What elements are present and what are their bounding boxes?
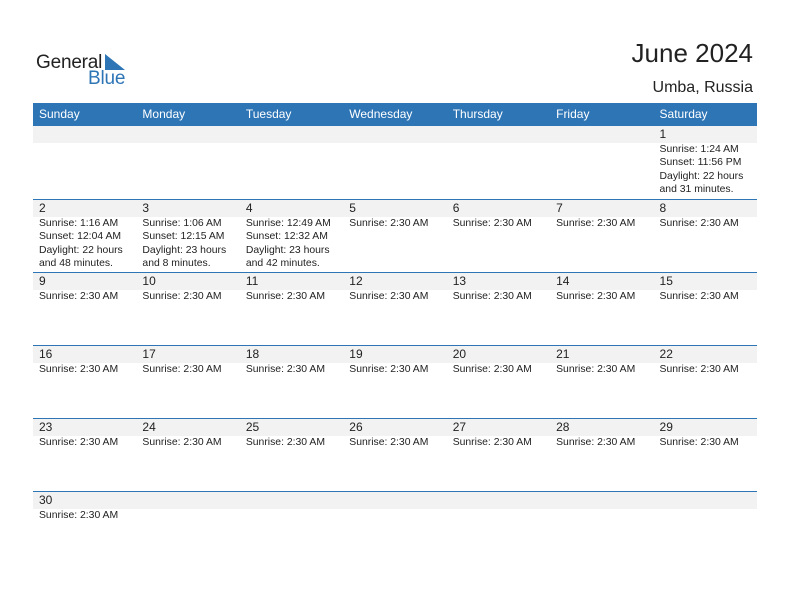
day-info-line: Sunset: 12:32 AM [245, 231, 328, 243]
day-info-line: Sunrise: 2:30 AM [556, 437, 636, 448]
week-row [33, 418, 757, 491]
day-cell [654, 126, 757, 199]
day-number: 11 [245, 274, 259, 288]
day-number: 2 [39, 201, 46, 215]
day-info-line: and 31 minutes. [659, 184, 734, 196]
day-cell [240, 492, 343, 564]
day-cell [654, 200, 757, 272]
day-number: 15 [659, 274, 673, 288]
day-info-line: and 42 minutes. [245, 258, 320, 270]
day-number: 24 [142, 420, 156, 434]
day-info-line: and 48 minutes. [39, 258, 113, 270]
day-number: 25 [245, 420, 260, 434]
day-number: 28 [556, 420, 570, 434]
weeks-container [33, 126, 757, 564]
day-number: 3 [142, 201, 150, 215]
week-cells [33, 346, 757, 418]
weekday-tuesday: Tuesday [245, 107, 292, 121]
logo-blue-text: Blue [88, 68, 126, 89]
day-cell [33, 492, 136, 564]
day-info-line: Daylight: 22 hours [39, 244, 123, 256]
day-info-line: Sunrise: 2:30 AM [39, 510, 119, 521]
day-number: 22 [659, 347, 673, 361]
day-cell [33, 419, 136, 491]
day-number: 26 [349, 420, 363, 434]
day-info-line: Sunrise: 2:30 AM [349, 437, 429, 448]
day-info-line: Sunrise: 1:06 AM [142, 218, 222, 229]
day-cell [33, 346, 136, 418]
day-cell [550, 492, 653, 564]
day-info-line: Sunrise: 2:30 AM [452, 437, 532, 448]
day-cell [136, 419, 239, 491]
day-cell [136, 126, 239, 199]
weekday-header [33, 103, 757, 126]
calendar-grid [33, 103, 757, 564]
day-cell [136, 200, 239, 272]
day-cell [654, 346, 757, 418]
day-number: 16 [39, 347, 53, 361]
day-cell [447, 200, 550, 272]
day-info-line: Sunrise: 2:30 AM [556, 218, 636, 229]
day-number: 19 [349, 347, 363, 361]
week-cells [33, 200, 757, 272]
day-cell [550, 126, 653, 199]
day-info-line: Sunrise: 2:30 AM [659, 291, 739, 302]
day-info-line: Sunset: 11:56 PM [659, 157, 742, 169]
day-info-line: Daylight: 22 hours [659, 170, 744, 182]
day-cell [240, 273, 343, 345]
day-cell [550, 273, 653, 345]
week-cells [33, 273, 757, 345]
day-number: 8 [659, 201, 667, 215]
day-cell [136, 492, 239, 564]
day-number: 6 [452, 201, 460, 215]
day-cell [447, 346, 550, 418]
day-cell [654, 419, 757, 491]
day-cell [33, 273, 136, 345]
day-number: 21 [556, 347, 570, 361]
day-info-line: Sunrise: 2:30 AM [142, 291, 222, 302]
day-number: 20 [452, 347, 467, 361]
day-cell [136, 346, 239, 418]
week-row [33, 126, 757, 199]
day-number: 23 [39, 420, 53, 434]
day-info-line: Sunrise: 1:16 AM [39, 218, 119, 229]
week-row [33, 272, 757, 345]
week-row [33, 491, 757, 564]
day-cell [343, 492, 446, 564]
day-number: 7 [556, 201, 563, 215]
day-cell [240, 346, 343, 418]
day-info-line: Daylight: 23 hours [142, 244, 227, 256]
day-cell [343, 273, 446, 345]
day-cell [654, 273, 757, 345]
day-number: 5 [349, 201, 356, 215]
day-info-line: Sunrise: 2:30 AM [349, 364, 429, 375]
day-cell [447, 419, 550, 491]
day-cell [550, 419, 653, 491]
day-number: 30 [39, 493, 53, 507]
day-number: 4 [245, 201, 253, 215]
day-cell [447, 492, 550, 564]
week-row [33, 199, 757, 272]
week-cells [33, 126, 757, 199]
day-info-line: Sunrise: 12:49 AM [245, 218, 331, 229]
weekday-monday: Monday [142, 107, 186, 121]
week-cells [33, 419, 757, 491]
day-info-line: Sunset: 12:15 AM [142, 231, 225, 243]
day-number: 29 [659, 420, 673, 434]
weekday-saturday: Saturday [659, 107, 708, 121]
day-cell [33, 126, 136, 199]
day-number: 27 [452, 420, 467, 434]
day-info-line: Sunrise: 2:30 AM [452, 291, 532, 302]
day-info-line: Sunrise: 2:30 AM [349, 291, 429, 302]
day-cell [240, 126, 343, 199]
day-info-line: Sunrise: 2:30 AM [39, 364, 119, 375]
day-info-line: Sunrise: 2:30 AM [245, 437, 325, 448]
day-number: 9 [39, 274, 46, 288]
day-number: 17 [142, 347, 156, 361]
day-info-line: Sunrise: 2:30 AM [245, 364, 325, 375]
calendar-title: June 2024 [631, 38, 753, 68]
day-cell [240, 419, 343, 491]
day-info-line: Sunrise: 2:30 AM [556, 291, 636, 302]
day-number: 13 [452, 274, 467, 288]
weekday-wednesday: Wednesday [349, 107, 413, 121]
day-cell [136, 273, 239, 345]
day-number: 14 [556, 274, 570, 288]
day-cell [343, 200, 446, 272]
day-info-line: and 8 minutes. [142, 258, 211, 270]
day-info-line: Sunrise: 1:24 AM [659, 144, 739, 155]
day-number: 12 [349, 274, 363, 288]
day-info-line: Sunrise: 2:30 AM [452, 364, 532, 375]
day-info-line: Sunrise: 2:30 AM [39, 437, 119, 448]
day-info-line: Sunrise: 2:30 AM [659, 218, 739, 229]
weekday-sunday: Sunday [39, 107, 80, 121]
day-number: 10 [142, 274, 156, 288]
day-info-line: Sunrise: 2:30 AM [245, 291, 325, 302]
day-info-line: Sunrise: 2:30 AM [659, 437, 739, 448]
day-cell [550, 346, 653, 418]
logo [36, 50, 136, 90]
day-cell [447, 126, 550, 199]
day-cell [33, 200, 136, 272]
day-cell [447, 273, 550, 345]
day-info-line: Sunrise: 2:30 AM [349, 218, 429, 229]
day-info-line: Sunrise: 2:30 AM [142, 364, 222, 375]
day-info-line: Daylight: 23 hours [245, 244, 330, 256]
logo-general-text: General [36, 52, 103, 73]
day-cell [654, 492, 757, 564]
day-cell [550, 200, 653, 272]
day-number: 18 [245, 347, 260, 361]
day-info-line: Sunset: 12:04 AM [39, 231, 122, 243]
weekday-thursday: Thursday [452, 107, 503, 121]
day-cell [343, 346, 446, 418]
day-info-line: Sunrise: 2:30 AM [659, 364, 739, 375]
day-cell [343, 419, 446, 491]
day-info-line: Sunrise: 2:30 AM [452, 218, 532, 229]
day-info-line: Sunrise: 2:30 AM [556, 364, 636, 375]
calendar-location: Umba, Russia [652, 79, 753, 96]
day-cell [240, 200, 343, 272]
day-number: 1 [659, 127, 667, 141]
day-info-line: Sunrise: 2:30 AM [142, 437, 222, 448]
week-row [33, 345, 757, 418]
day-cell [343, 126, 446, 199]
day-info-line: Sunrise: 2:30 AM [39, 291, 119, 302]
week-cells [33, 492, 757, 564]
weekday-friday: Friday [556, 107, 590, 121]
